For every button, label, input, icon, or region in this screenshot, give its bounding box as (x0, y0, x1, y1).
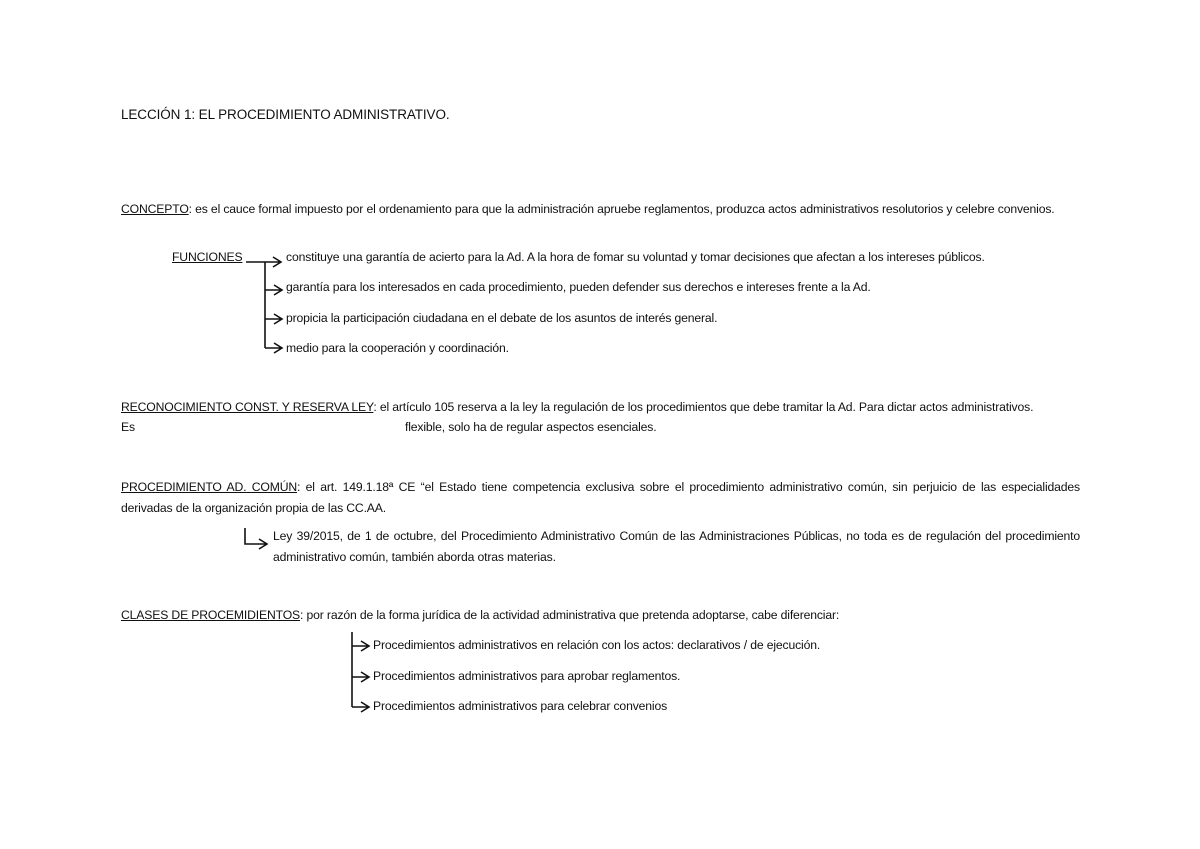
reconocimiento-line-2-right: flexible, solo ha de regular aspectos esenciales. (405, 420, 657, 434)
ley-paragraph: Ley 39/2015, de 1 de octubre, del Procedimiento Administrativo Común de las Administraciones Públicas, no toda es de regulación del procedimiento administrativo común, también aborda otras materias. (273, 529, 1080, 564)
funcion-item-4: medio para la cooperación y coordinación. (286, 341, 509, 355)
funciones-label: FUNCIONES (172, 250, 243, 264)
clase-item-1: Procedimientos administrativos en relación con los actos: declarativos / de ejecución. (373, 638, 821, 652)
funcion-item-2: garantía para los interesados en cada procedimiento, pueden defender sus derechos e intereses frente a la Ad. (286, 280, 871, 294)
reconocimiento-line-2-left: Es (121, 420, 135, 434)
concepto-label: CONCEPTO (121, 202, 189, 216)
funciones-arrow-4 (265, 343, 282, 353)
procedimiento-comun-paragraph (121, 477, 1080, 518)
clases-arrow-1 (352, 641, 369, 651)
reconocimiento-text: : el artículo 105 reserva a la ley la regulación de los procedimientos que debe tramitar la Ad. Para dictar actos administrativos. (373, 400, 1034, 414)
procedimiento-comun-label: PROCEDIMIENTO AD. COMÚN (121, 480, 298, 494)
ley-arrow (245, 528, 267, 549)
funciones-arrow-3 (265, 314, 282, 324)
funcion-item-1: constituye una garantía de acierto para la Ad. A la hora de fomar su voluntad y tomar decisiones que afectan a los intereses públicos. (286, 250, 985, 264)
page-title: LECCIÓN 1: EL PROCEDIMIENTO ADMINISTRATIVO. (121, 107, 450, 122)
concepto-paragraph (121, 199, 1080, 220)
reconocimiento-label: RECONOCIMIENTO CONST. Y RESERVA LEY (121, 400, 374, 414)
concepto-text: : es el cauce formal impuesto por el ordenamiento para que la administración apruebe reglamentos, produzca actos administrativos resolutorios y celebre convenios. (188, 202, 1055, 216)
clases-line (121, 605, 839, 625)
clases-label: CLASES DE PROCEMIDIENTOS (121, 608, 301, 622)
clases-arrow-2 (352, 672, 369, 682)
clases-text: : por razón de la forma jurídica de la actividad administrativa que pretenda adoptarse, cabe diferenciar: (300, 608, 840, 622)
funcion-item-3: propicia la participación ciudadana en el debate de los asuntos de interés general. (286, 311, 718, 325)
funciones-arrow-group (246, 257, 282, 353)
clases-arrow-3 (352, 702, 369, 712)
reconocimiento-line-1 (121, 397, 1033, 417)
clase-item-3: Procedimientos administrativos para celebrar convenios (373, 699, 668, 713)
funciones-arrow-2 (265, 285, 282, 295)
procedimiento-comun-text: : el art. 149.1.18ª CE “el Estado tiene competencia exclusiva sobre el procedimiento administrativo común, sin perjuicio de las especialidades derivadas de la organización propia de las CC.AA. (121, 480, 1081, 515)
clase-item-2: Procedimientos administrativos para aprobar reglamentos. (373, 669, 681, 683)
clases-arrow-group (352, 632, 369, 712)
funciones-arrow-1 (246, 257, 281, 267)
